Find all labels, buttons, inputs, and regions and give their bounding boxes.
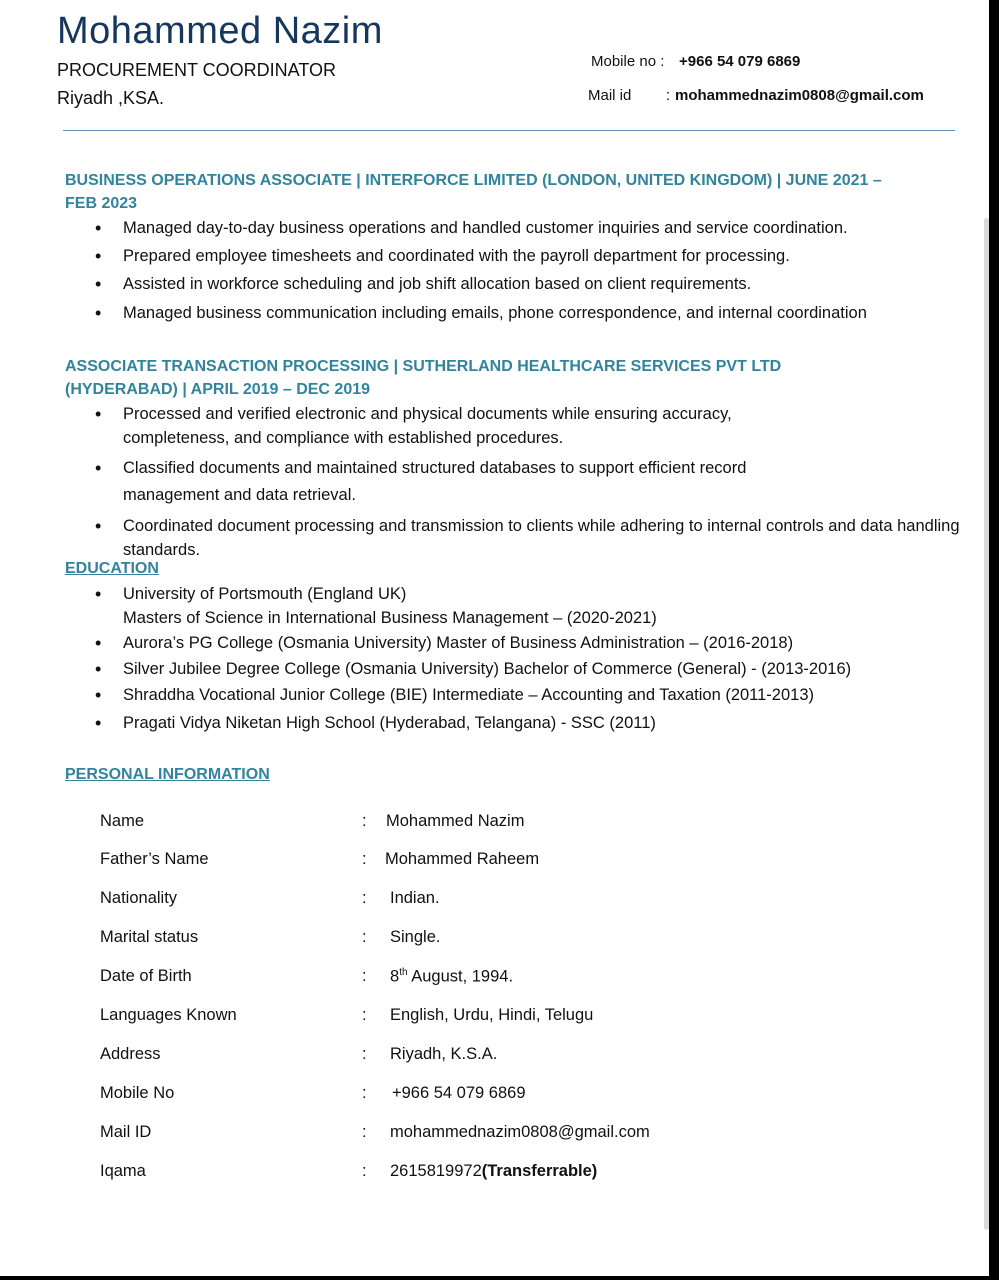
field-value: Single. bbox=[390, 928, 441, 946]
list-item: • Managed business communication including emails, phone correspondence, and internal coordination bbox=[95, 300, 915, 327]
experience-heading-line: ASSOCIATE TRANSACTION PROCESSING | SUTHERLAND HEALTHCARE SERVICES PVT LTD bbox=[65, 358, 782, 375]
field-value: Indian. bbox=[390, 889, 440, 907]
list-item: • Coordinated document processing and transmission to clients while adhering to internal controls and data handling standards. bbox=[95, 514, 965, 562]
field-label: Iqama bbox=[100, 1162, 146, 1180]
education-list bbox=[95, 582, 955, 737]
list-item: • Aurora’s PG College (Osmania University) Master of Business Administration – (2016-2018) bbox=[95, 631, 955, 657]
location: Riyadh ,KSA. bbox=[57, 88, 165, 108]
list-item bbox=[95, 582, 955, 630]
scrollbar[interactable] bbox=[984, 218, 989, 1230]
personal-info-heading bbox=[65, 763, 270, 786]
list-item: • Managed day-to-day business operations and handled customer inquiries and service coordination. bbox=[95, 216, 915, 240]
field-value bbox=[390, 967, 513, 987]
mail-label: Mail id bbox=[588, 87, 632, 104]
field-label: Name bbox=[100, 812, 145, 830]
field-value bbox=[390, 1162, 597, 1181]
mobile-value: +966 54 079 6869 bbox=[679, 53, 801, 70]
field-separator: : bbox=[362, 1084, 367, 1102]
experience-list-1 bbox=[95, 216, 915, 327]
dob-suffix: th bbox=[399, 967, 408, 978]
job-title: PROCUREMENT COORDINATOR bbox=[57, 60, 337, 80]
experience-heading-line: FEB 2023 bbox=[65, 195, 138, 212]
field-separator: : bbox=[362, 889, 367, 907]
education-degree: Masters of Science in International Business Management – (2020-2021) bbox=[123, 609, 657, 627]
field-label: Mobile No bbox=[100, 1084, 175, 1102]
field-separator: : bbox=[362, 928, 367, 946]
field-value: Mohammed Nazim bbox=[386, 812, 525, 830]
field-label: Marital status bbox=[100, 928, 199, 946]
mail-separator: : bbox=[666, 87, 671, 104]
list-item: • Classified documents and maintained structured databases to support efficient record management and data retrieval. bbox=[95, 455, 843, 509]
field-separator: : bbox=[362, 812, 367, 830]
field-value: mohammednazim0808@gmail.com bbox=[390, 1123, 650, 1141]
list-item: • Prepared employee timesheets and coordinated with the payroll department for processing. bbox=[95, 244, 915, 268]
header-divider bbox=[63, 130, 955, 131]
list-item: • Assisted in workforce scheduling and job shift allocation based on client requirements. bbox=[95, 272, 915, 296]
field-separator: : bbox=[362, 1006, 367, 1024]
candidate-name: Mohammed Nazim bbox=[57, 10, 383, 52]
experience-heading-line: BUSINESS OPERATIONS ASSOCIATE | INTERFORCE LIMITED (LONDON, UNITED KINGDOM) | JUNE 2021 – bbox=[65, 172, 882, 189]
list-item: • Silver Jubilee Degree College (Osmania University) Bachelor of Commerce (General) - (2013-2016) bbox=[95, 657, 955, 683]
dob-rest: August, 1994. bbox=[407, 967, 514, 986]
field-separator: : bbox=[362, 967, 367, 985]
education-heading bbox=[65, 557, 159, 580]
field-separator: : bbox=[362, 1123, 367, 1141]
iqama-number: 2615819972 bbox=[390, 1162, 482, 1180]
field-label: Father’s Name bbox=[100, 850, 209, 868]
field-label: Languages Known bbox=[100, 1006, 237, 1024]
field-value: Mohammed Raheem bbox=[385, 850, 540, 868]
list-item: • Pragati Vidya Niketan High School (Hyderabad, Telangana) - SSC (2011) bbox=[95, 709, 955, 737]
experience-heading-2 bbox=[65, 355, 781, 401]
mobile-label: Mobile no : bbox=[591, 53, 665, 70]
field-label: Date of Birth bbox=[100, 967, 192, 985]
experience-heading-1 bbox=[65, 169, 882, 215]
field-value: Riyadh, K.S.A. bbox=[390, 1045, 498, 1063]
field-label: Mail ID bbox=[100, 1123, 152, 1141]
list-item: • Shraddha Vocational Junior College (BIE) Intermediate – Accounting and Taxation (2011-2013) bbox=[95, 682, 955, 709]
education-institution: • University of Portsmouth (England UK) bbox=[123, 585, 407, 603]
field-separator: : bbox=[362, 1045, 367, 1063]
field-separator: : bbox=[362, 1162, 367, 1180]
list-item: • Processed and verified electronic and physical documents while ensuring accuracy, completeness, and compliance with established procedures. bbox=[95, 402, 813, 450]
iqama-status: (Transferrable) bbox=[481, 1162, 598, 1180]
dob-day: 8 bbox=[390, 967, 400, 986]
field-value: English, Urdu, Hindi, Telugu bbox=[390, 1006, 594, 1024]
field-value: +966 54 079 6869 bbox=[392, 1084, 526, 1102]
personal-info-heading-text: PERSONAL INFORMATION bbox=[65, 766, 270, 783]
mail-value: mohammednazim0808@gmail.com bbox=[675, 87, 924, 104]
experience-heading-line: (HYDERABAD) | APRIL 2019 – DEC 2019 bbox=[65, 381, 371, 398]
field-separator: : bbox=[362, 850, 367, 868]
experience-list-2 bbox=[95, 402, 965, 562]
field-label: Nationality bbox=[100, 889, 178, 907]
field-label: Address bbox=[100, 1045, 161, 1063]
education-heading-text: EDUCATION bbox=[65, 560, 159, 577]
